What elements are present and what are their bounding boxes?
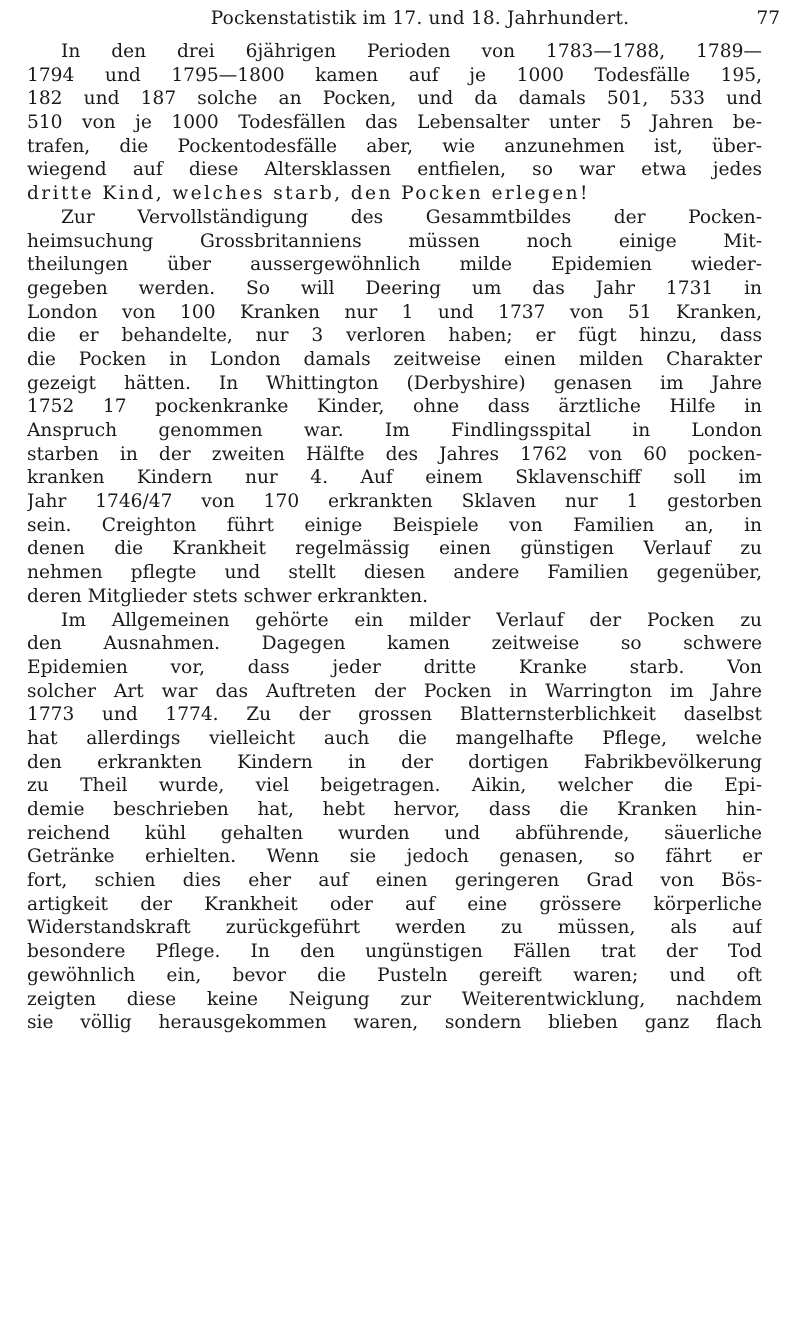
text-line: gezeigt hätten. In Whittington (Derbyshire) genasen im Jahre [27,372,762,394]
text-line: nehmen pflegte und stellt diesen andere Familien gegenüber, [27,562,762,584]
text-line: gegeben werden. So will Deering um das Jahr 1731 in [27,277,762,299]
text-line: Getränke erhielten. Wenn sie jedoch genasen, so fährt er [27,846,762,868]
text-line: 1773 und 1774. Zu der grossen Blatternsterblichkeit daselbst [27,704,762,726]
page-number: 77 [756,8,780,29]
text-line: dritte Kind, welches starb, den Pocken erlegen! [27,183,590,205]
text-line: hat allerdings vielleicht auch die mangelhafte Pflege, welche [27,727,762,749]
text-line: deren Mitglieder stets schwer erkrankten. [27,585,428,607]
text-line: solcher Art war das Auftreten der Pocken in Warrington im Jahre [27,680,762,702]
text-line: Anspruch genommen war. Im Findlingsspital in London [27,420,762,441]
text-line: theilungen über aussergewöhnlich milde Epidemien wieder- [27,254,762,276]
text-line: London von 100 Kranken nur 1 und 1737 von 51 Kranken, [27,301,762,323]
text-line: Jahr 1746/47 von 170 erkrankten Sklaven nur 1 gestorben [27,491,762,513]
text-line: sein. Creighton führt einige Beispiele von Familien an, in [27,514,762,536]
body-text [27,40,762,1035]
text-line: denen die Krankheit regelmässig einen günstigen Verlauf zu [27,538,762,560]
text-line: zu Theil wurde, viel beigetragen. Aikin, welcher die Epi- [27,775,762,797]
text-line: heimsuchung Grossbritanniens müssen noch einige Mit- [27,230,762,252]
text-line: die er behandelte, nur 3 verloren haben; er fügt hinzu, dass [27,325,762,347]
running-title: Pockenstatistik im 17. und 18. Jahrhundert. [210,8,630,29]
text-line: artigkeit der Krankheit oder auf eine grössere körperliche [27,893,762,915]
text-line: demie beschrieben hat, hebt hervor, dass die Kranken hin- [27,799,762,820]
text-line: trafen, die Pockentodesfälle aber, wie anzunehmen ist, über- [27,135,762,157]
text-line: 182 und 187 solche an Pocken, und da damals 501, 533 und [27,88,762,110]
text-line: Zur Vervollständigung des Gesammtbildes der Pocken- [61,206,762,228]
text-line: den Ausnahmen. Dagegen kamen zeitweise so schwere [27,633,762,655]
text-line: In den drei 6jährigen Perioden von 1783—1788, 1789— [61,41,762,62]
text-line: sie völlig herausgekommen waren, sondern blieben ganz flach [27,1012,762,1034]
text-line: 1794 und 1795—1800 kamen auf je 1000 Todesfälle 195, [27,64,762,86]
running-head [60,6,780,32]
text-line: den erkrankten Kindern in der dortigen Fabrikbevölkerung [27,751,762,773]
text-line: die Pocken in London damals zeitweise einen milden Charakter [27,348,762,370]
text-line: 1752 17 pockenkranke Kinder, ohne dass ärztliche Hilfe in [27,396,762,418]
text-line: Widerstandskraft zurückgeführt werden zu müssen, als auf [27,917,762,939]
text-line: fort, schien dies eher auf einen geringeren Grad von Bös- [27,870,762,892]
text-line: 510 von je 1000 Todesfällen das Lebensalter unter 5 Jahren be- [27,112,762,134]
text-line: reichend kühl gehalten wurden und abführende, säuerliche [27,822,762,844]
text-line: gewöhnlich ein, bevor die Pusteln gereift waren; und oft [27,964,762,986]
text-line: starben in der zweiten Hälfte des Jahres 1762 von 60 pocken- [27,443,762,465]
text-line: zeigten diese keine Neigung zur Weiterentwicklung, nachdem [27,988,762,1010]
text-line: Epidemien vor, dass jeder dritte Kranke starb. Von [27,656,762,678]
text-line: wiegend auf diese Altersklassen entfielen, so war etwa jedes [27,159,762,181]
text-line: besondere Pflege. In den ungünstigen Fällen trat der Tod [27,941,762,963]
text-line: Im Allgemeinen gehörte ein milder Verlauf der Pocken zu [61,609,762,631]
text-line: kranken Kindern nur 4. Auf einem Sklavenschiff soll im [27,467,762,489]
